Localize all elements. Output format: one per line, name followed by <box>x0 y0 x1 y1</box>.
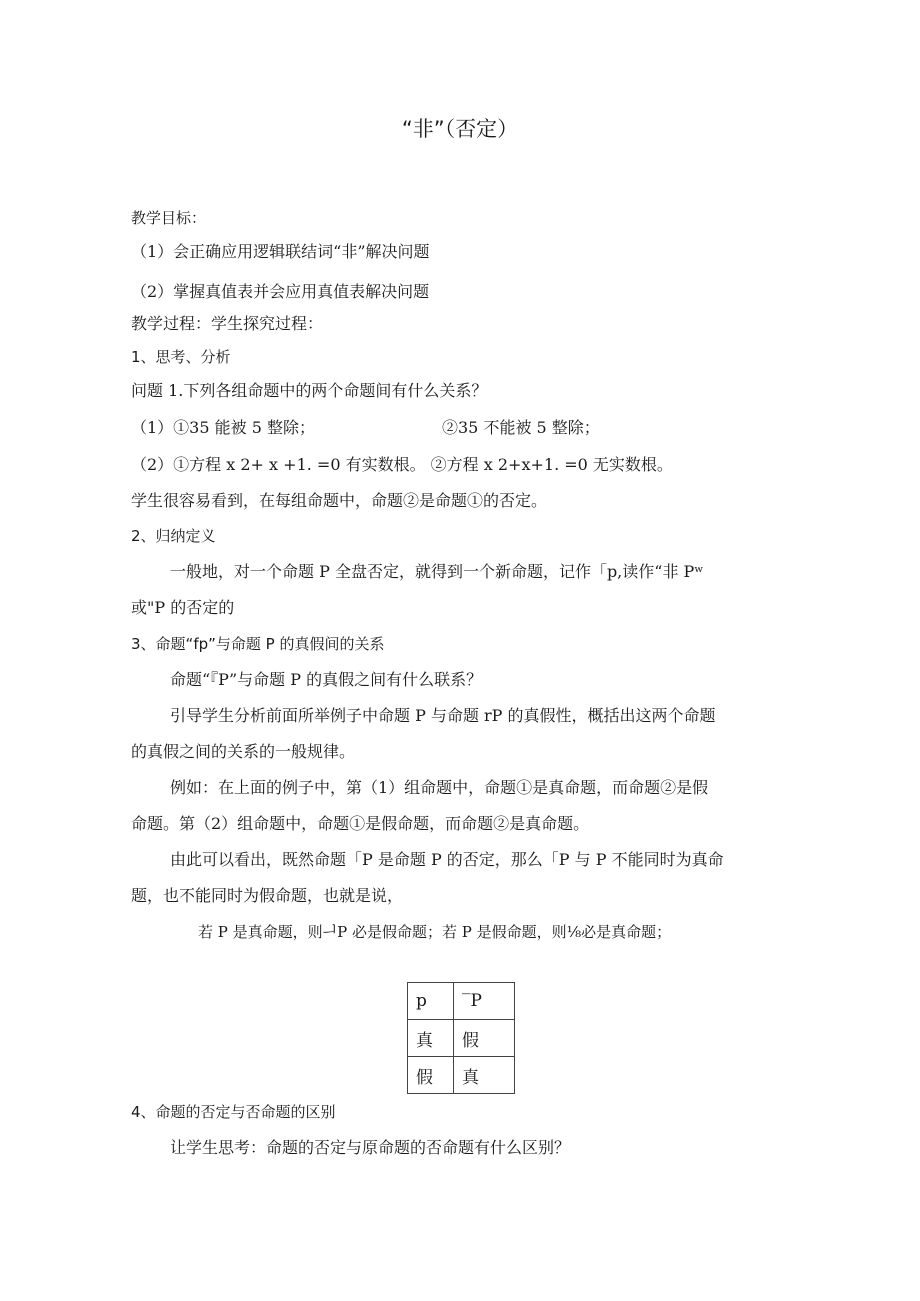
truth-table-cell: 假 <box>408 1057 454 1094</box>
observation: 学生很容易看到，在每组命题中，命题②是命题①的否定。 <box>131 491 548 510</box>
process-heading: 教学过程：学生探究过程： <box>131 314 324 333</box>
objective-2: （2）掌握真值表并会应用真值表解决问题 <box>131 282 430 301</box>
section-4-heading: 4、命题的否定与否命题的区别 <box>131 1103 336 1121</box>
truth-table-cell: 真 <box>454 1057 515 1094</box>
guide-line-2: 的真假之间的关系的一般规律。 <box>131 742 356 761</box>
conclusion-line-1: 由此可以看出，既然命题「P 是命题 P 的否定，那么「P 与 P 不能同时为真命 <box>170 850 724 869</box>
section-3-heading: 3、命题“fp”与命题 P 的真假间的关系 <box>131 635 385 653</box>
conclusion-line-2: 题，也不能同时为假命题，也就是说， <box>131 886 404 905</box>
definition-line-2: 或"P 的否定的 <box>131 598 235 617</box>
truth-table-header-not-p: ‾P <box>454 983 515 1020</box>
section-2-heading: 2、归纳定义 <box>131 527 216 545</box>
objective-1: （1）会正确应用逻辑联结词“非”解决问题 <box>131 242 430 261</box>
definition-line-1: 一般地，对一个命题 P 全盘否定，就得到一个新命题，记作「p,读作“非 Pʷ <box>170 562 704 581</box>
section-1-heading: 1、思考、分析 <box>131 348 231 366</box>
guide-line-1: 引导学生分析前面所举例子中命题 P 与命题 rP 的真假性，概括出这两个命题 <box>170 706 716 725</box>
negation-rule: 若 P 是真命题，则ᅴP 必是假命题；若 P 是假命题，则⅛必是真命题； <box>198 923 672 941</box>
truth-table-cell: 假 <box>454 1020 515 1057</box>
truth-table-row <box>408 1057 515 1094</box>
final-question: 让学生思考：命题的否定与原命题的否命题有什么区别？ <box>170 1138 571 1157</box>
truth-table-header-p: p <box>408 983 454 1020</box>
truth-table-cell: 真 <box>408 1020 454 1057</box>
pair-2: （2）①方程 x 2+ x +1. =0 有实数根。 ②方程 x 2+x+1. =0 无实数根。 <box>131 455 673 474</box>
truth-table <box>407 982 515 1094</box>
example-line-1: 例如：在上面的例子中，第（1）组命题中，命题①是真命题，而命题②是假 <box>170 778 709 797</box>
example-line-2: 命题。第（2）组命题中，命题①是假命题，而命题②是真命题。 <box>131 814 590 833</box>
truth-table-header-row <box>408 983 515 1020</box>
page-title: “非”（否定） <box>401 117 519 141</box>
objectives-heading: 教学目标： <box>131 209 207 227</box>
truth-table-row <box>408 1020 515 1057</box>
pair-1-first: （1）①35 能被 5 整除； <box>131 418 315 437</box>
question-3: 命题“『P”与命题 P 的真假之间有什么联系？ <box>170 670 483 689</box>
question-1: 问题 1.下列各组命题中的两个命题间有什么关系？ <box>131 381 488 400</box>
pair-1-second: ②35 不能被 5 整除； <box>442 418 600 437</box>
